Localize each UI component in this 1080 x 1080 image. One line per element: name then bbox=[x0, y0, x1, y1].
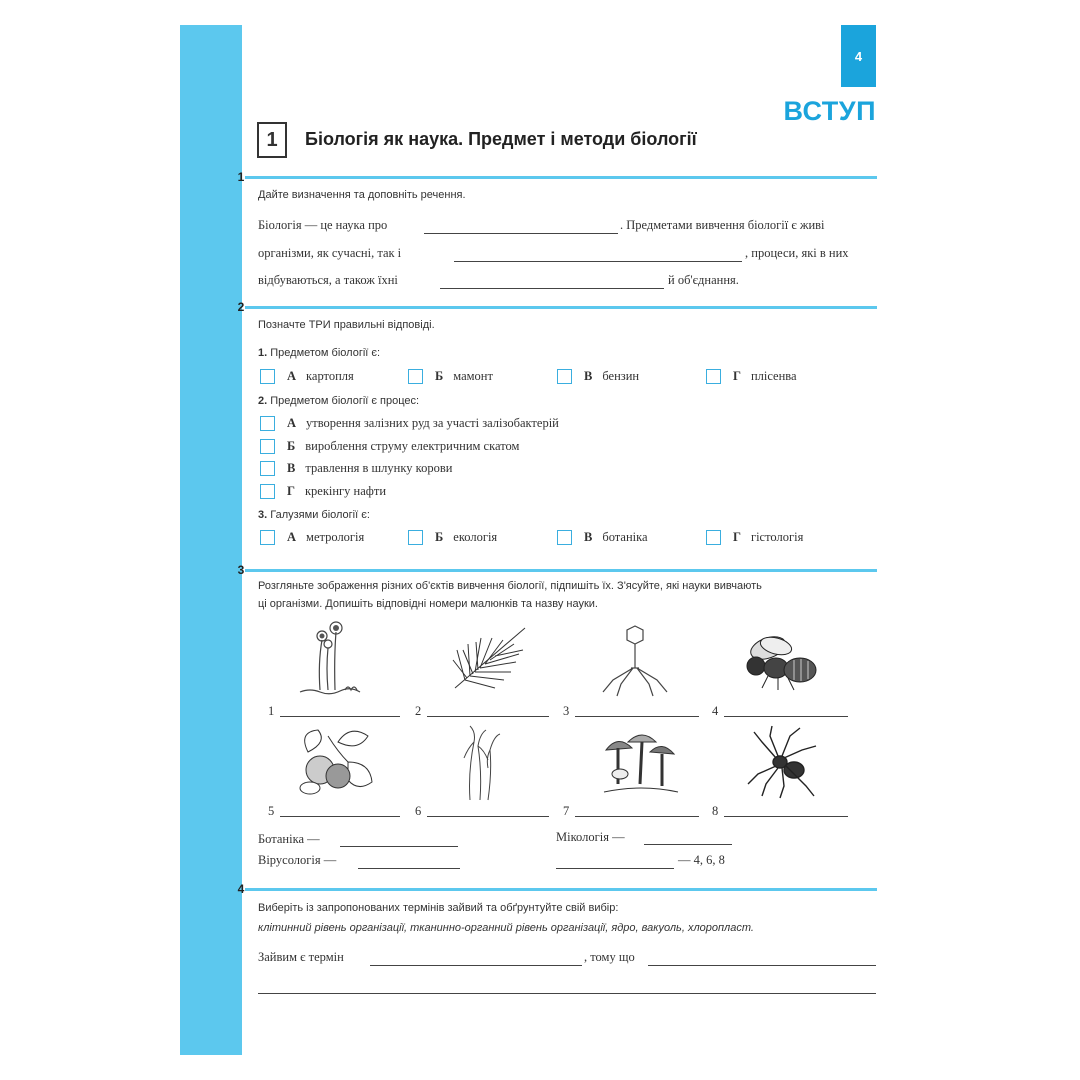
task-divider-2 bbox=[245, 306, 877, 309]
checkbox[interactable] bbox=[260, 530, 275, 545]
q2-option-d[interactable]: Г крекінгу нафти bbox=[260, 484, 386, 499]
task1-line1-start: Біологія — це наука про bbox=[258, 218, 388, 232]
pine-branch-illustration bbox=[445, 618, 535, 698]
task1-blank-1[interactable] bbox=[424, 233, 618, 234]
task4-line1-start: Зайвим є термін bbox=[258, 950, 344, 964]
checkbox[interactable] bbox=[408, 369, 423, 384]
side-accent-bar bbox=[180, 25, 242, 1055]
task1-blank-2[interactable] bbox=[454, 261, 742, 262]
pic-label-8: 8 bbox=[712, 804, 719, 818]
checkbox[interactable] bbox=[260, 416, 275, 431]
apple-branch-illustration bbox=[288, 722, 378, 802]
mycology-blank[interactable] bbox=[644, 844, 732, 845]
pic-blank-2[interactable] bbox=[427, 716, 549, 717]
section-title: ВСТУП bbox=[783, 96, 876, 126]
checkbox[interactable] bbox=[557, 530, 572, 545]
lesson-title: Біологія як наука. Предмет і методи біології bbox=[305, 129, 697, 149]
task1-line2-end: , процеси, які в них bbox=[745, 246, 849, 260]
pic-label-3: 3 bbox=[563, 704, 570, 718]
checkbox[interactable] bbox=[408, 530, 423, 545]
q3-option-c[interactable]: В ботаніка bbox=[557, 530, 648, 545]
spider-illustration bbox=[740, 722, 830, 802]
task1-instruction: Дайте визначення та доповніть речення. bbox=[258, 189, 466, 201]
science-suffix: — 4, 6, 8 bbox=[678, 853, 725, 867]
task-number-1: 1 bbox=[237, 170, 245, 184]
mold-illustration bbox=[290, 618, 380, 698]
lesson-number-box: 1 bbox=[257, 122, 287, 158]
task-number-4: 4 bbox=[237, 882, 245, 896]
checkbox[interactable] bbox=[557, 369, 572, 384]
task2-instruction: Позначте ТРИ правильні відповіді. bbox=[258, 319, 435, 331]
question-1: 1. Предметом біології є: bbox=[258, 347, 381, 359]
page-number: 4 bbox=[841, 25, 876, 87]
bacteriophage-illustration bbox=[595, 618, 685, 698]
pic-blank-8[interactable] bbox=[724, 816, 848, 817]
q1-option-c[interactable]: В бензин bbox=[557, 369, 639, 384]
checkbox[interactable] bbox=[706, 530, 721, 545]
checkbox[interactable] bbox=[260, 484, 275, 499]
mycology-label: Мікологія — bbox=[556, 830, 625, 844]
checkbox[interactable] bbox=[706, 369, 721, 384]
q1-option-a[interactable]: А картопля bbox=[260, 369, 354, 384]
q1-option-d[interactable]: Г плісенва bbox=[706, 369, 797, 384]
pic-blank-5[interactable] bbox=[280, 816, 400, 817]
task-number-2: 2 bbox=[237, 300, 245, 314]
botany-blank[interactable] bbox=[340, 846, 458, 847]
pic-label-2: 2 bbox=[415, 704, 422, 718]
task1-line3-end: й об'єднання. bbox=[668, 273, 739, 287]
task-number-3: 3 bbox=[237, 563, 245, 577]
task4-terms: клітинний рівень організації, тканинно-органний рівень організації, ядро, вакуоль, хлоропласт. bbox=[258, 922, 754, 934]
checkbox[interactable] bbox=[260, 369, 275, 384]
task1-line2-start: організми, як сучасні, так і bbox=[258, 246, 402, 260]
task3-instruction-line1: Розгляньте зображення різних об'єктів вивчення біології, підпишіть їх. З'ясуйте, які науки вивчають bbox=[258, 580, 762, 592]
task3-instruction-line2: ці організми. Допишіть відповідні номери малюнків та назву науки. bbox=[258, 598, 598, 610]
science-blank[interactable] bbox=[556, 868, 674, 869]
pic-label-1: 1 bbox=[268, 704, 275, 718]
checkbox[interactable] bbox=[260, 461, 275, 476]
task-divider-3 bbox=[245, 569, 877, 572]
q2-option-a[interactable]: А утворення залізних руд за участі залізобактерій bbox=[260, 416, 559, 431]
botany-label: Ботаніка — bbox=[258, 832, 320, 846]
q2-option-c[interactable]: В травлення в шлунку корови bbox=[260, 461, 452, 476]
q2-option-b[interactable]: Б вироблення струму електричним скатом bbox=[260, 439, 519, 454]
task-divider-4 bbox=[245, 888, 877, 891]
pic-blank-6[interactable] bbox=[427, 816, 549, 817]
task4-blank-3[interactable] bbox=[258, 993, 876, 994]
pic-blank-7[interactable] bbox=[575, 816, 699, 817]
task-divider-1 bbox=[245, 176, 877, 179]
task1-blank-3[interactable] bbox=[440, 288, 664, 289]
task4-blank-1[interactable] bbox=[370, 965, 582, 966]
question-2: 2. Предметом біології є процес: bbox=[258, 395, 420, 407]
pic-blank-3[interactable] bbox=[575, 716, 699, 717]
q3-option-d[interactable]: Г гістологія bbox=[706, 530, 803, 545]
q3-option-b[interactable]: Б екологія bbox=[408, 530, 497, 545]
question-3: 3. Галузями біології є: bbox=[258, 509, 370, 521]
task4-blank-2[interactable] bbox=[648, 965, 876, 966]
q1-option-b[interactable]: Б мамонт bbox=[408, 369, 493, 384]
virology-label: Вірусологія — bbox=[258, 853, 337, 867]
q3-option-a[interactable]: А метрологія bbox=[260, 530, 364, 545]
pic-label-4: 4 bbox=[712, 704, 719, 718]
mushrooms-illustration bbox=[596, 722, 686, 802]
pic-label-6: 6 bbox=[415, 804, 422, 818]
pic-label-5: 5 bbox=[268, 804, 275, 818]
moss-illustration bbox=[440, 722, 530, 802]
pic-label-7: 7 bbox=[563, 804, 570, 818]
task1-line3-start: відбуваються, а також їхні bbox=[258, 273, 398, 287]
bee-illustration bbox=[738, 618, 828, 698]
task1-line1-end: . Предметами вивчення біології є живі bbox=[620, 218, 825, 232]
task4-instruction: Виберіть із запропонованих термінів зайвий та обґрунтуйте свій вибір: bbox=[258, 902, 619, 914]
virology-blank[interactable] bbox=[358, 868, 460, 869]
checkbox[interactable] bbox=[260, 439, 275, 454]
pic-blank-1[interactable] bbox=[280, 716, 400, 717]
pic-blank-4[interactable] bbox=[724, 716, 848, 717]
task4-line1-middle: , тому що bbox=[584, 950, 635, 964]
